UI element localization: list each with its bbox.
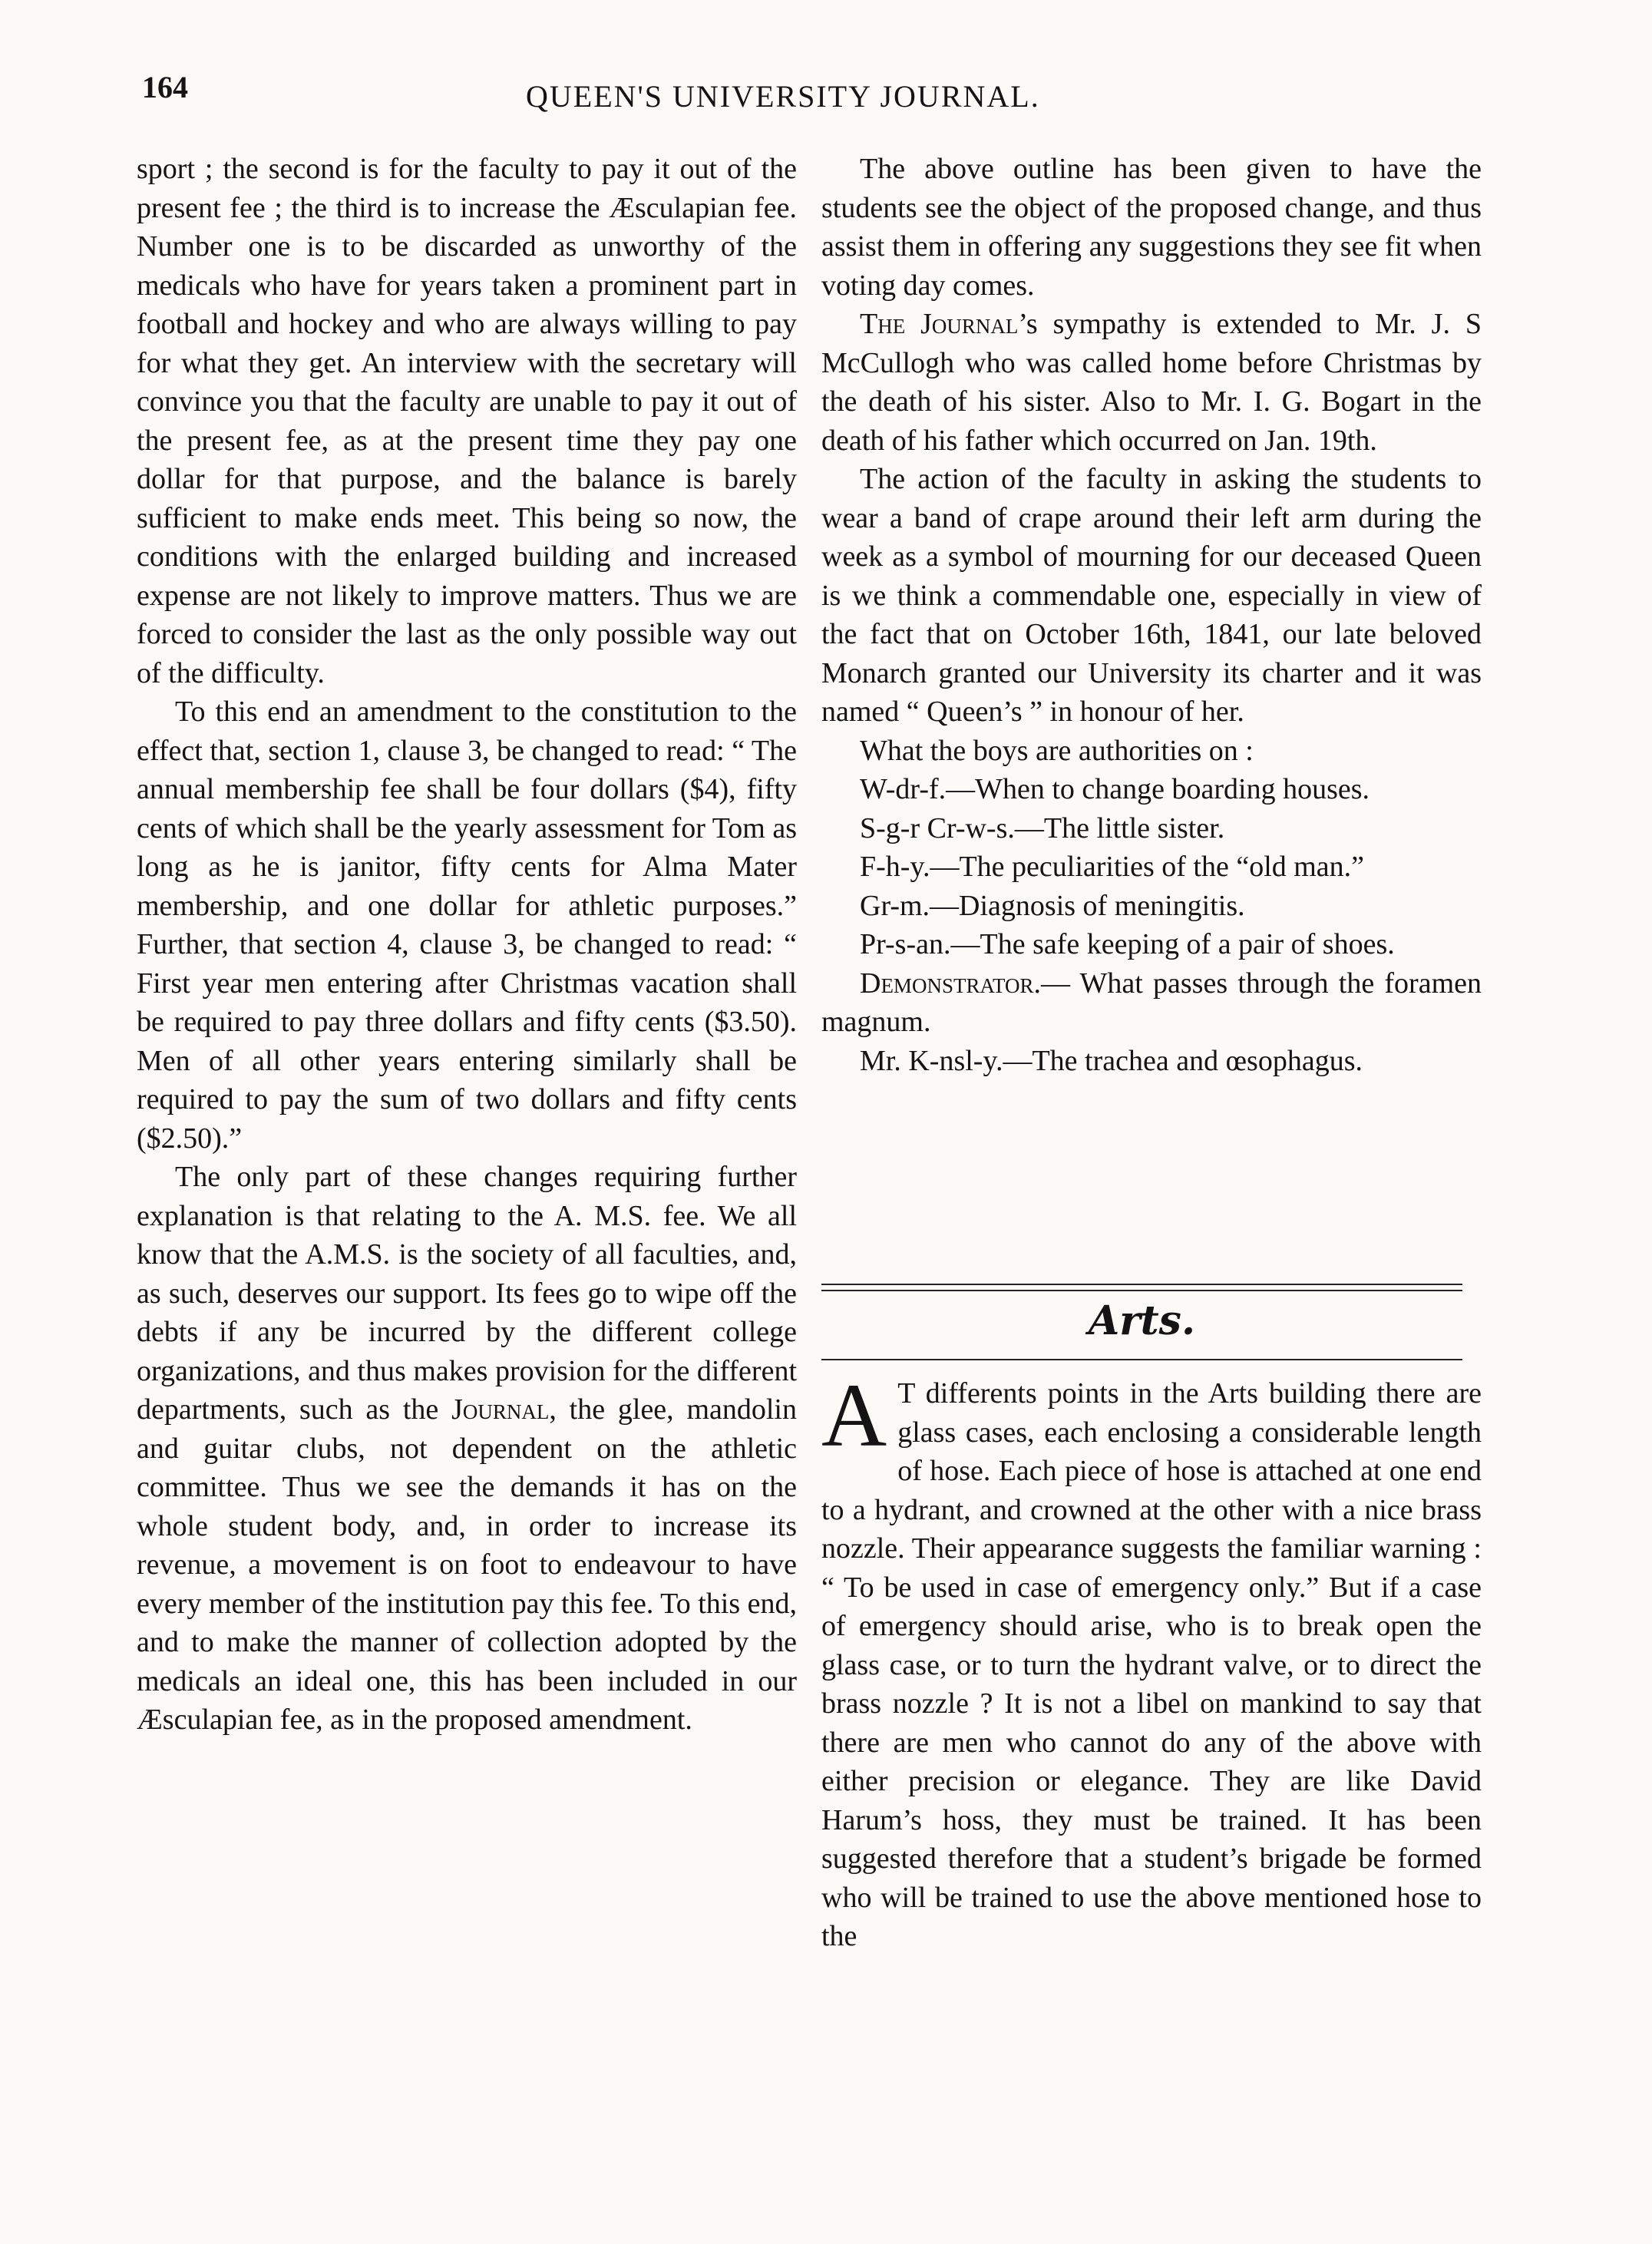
text-run: — What passes through the foramen magnum. bbox=[821, 967, 1482, 1038]
right-column bbox=[821, 150, 1482, 1080]
paragraph bbox=[821, 1365, 1482, 1956]
paragraph bbox=[137, 1158, 797, 1740]
list-item: S-g-r Cr-w-s.—The little sister. bbox=[860, 811, 1225, 844]
list-item bbox=[821, 964, 1482, 1042]
list-item: F-h-y.—The peculiarities of the “old man.” bbox=[860, 851, 1365, 883]
page-header bbox=[142, 69, 1485, 131]
left-column bbox=[137, 150, 797, 1740]
paragraph: sport ; the second is for the faculty to pay it out of the present fee ; the third is to increase the Æsculapian fee. Number one is to be discarded as unworthy of the medicals who have for years taken a prominent part in football and hockey and who are always willing to pay for what they get. An interview with the secretary will convince you that the faculty are unable to pay it out of the present fee, as at the present time they pay one dollar for that purpose, and the balance is barely sufficient to make ends meet. This being so now, the conditions with the enlarged building and increased expense are not likely to improve matters. Thus we are forced to consider the last as the only possible way out of the difficulty. bbox=[137, 153, 797, 689]
page-number: 164 bbox=[142, 70, 188, 104]
list-item: Pr-s-an.—The safe keeping of a pair of shoes. bbox=[860, 928, 1395, 960]
paragraph: The action of the faculty in asking the students to wear a band of crape around their left arm during the week as a symbol of mourning for our deceased Queen is we think a commendable one, especially in view of the fact that on October 16th, 1841, our late beloved Monarch granted our University its charter and it was named “ Queen’s ” in honour of her. bbox=[821, 463, 1482, 728]
section-title: Arts. bbox=[1088, 1297, 1196, 1344]
drop-cap: A bbox=[821, 1365, 887, 1466]
journal-name: Journal bbox=[451, 1393, 550, 1426]
paragraph bbox=[821, 305, 1482, 460]
text-run: T differents points in the Arts building there are glass cases, each enclosing a considerable length of hose. Each piece of hose is attached at one end to a hydrant, and crowned at the other with a nice brass nozzle. Their appearance suggests the familiar warning : “ To be used in case of emergency only.” But if a case of emergency should arise, who is to break open the glass case, or to turn the hydrant valve, or to direct the brass nozzle ? It is not a libel on mankind to say that there are men who cannot do any of the above with either precision or elegance. They are like David Harum’s hoss, they must be trained. It has been suggested therefore that a student’s brigade be formed who will be trained to use the above mentioned hose to the bbox=[821, 1377, 1482, 1952]
list-item: Mr. K-nsl-y.—The trachea and œsophagus. bbox=[860, 1044, 1363, 1077]
text-run: , the glee, mandolin and guitar clubs, not dependent on the athletic committee. Thus we see the demands it has on the whole student body, and, in order to increase its revenue, a movement is on foot to endeavour to have every member of the institution pay this fee. To this end, and to make the manner of collection adopted by the medicals an ideal one, this has been included in our Æsculapian fee, as in the proposed amendment. bbox=[137, 1393, 797, 1736]
running-title: QUEEN'S UNIVERSITY JOURNAL. bbox=[526, 79, 1040, 114]
demonstrator-label: Demonstrator. bbox=[860, 967, 1041, 1000]
title-rule bbox=[821, 1359, 1462, 1360]
arts-section bbox=[821, 1365, 1482, 1956]
list-item: W-dr-f.—When to change boarding houses. bbox=[860, 773, 1370, 805]
list-item: Gr-m.—Diagnosis of meningitis. bbox=[860, 889, 1245, 922]
text-run: The only part of these changes requiring further explanation is that relating to the A. M.S. fee. We all know that the A.M.S. is the society of all faculties, and, as such, deserves our support. Its fees go to wipe off the debts if any be incurred by the different college organizations, and thus makes provision for the different departments, such as the bbox=[137, 1161, 797, 1426]
paragraph: To this end an amendment to the constitution to the effect that, section 1, clause 3, be changed to read: “ The annual membership fee shall be four dollars ($4), fifty cents of which shall be the yearly assessment for Tom as long as he is janitor, fifty cents for Alma Mater membership, and one dollar for athletic purposes.” Further, that section 4, clause 3, be changed to read: “ First year men entering after Christmas vacation shall be required to pay three dollars and fifty cents ($3.50). Men of all other years entering similarly shall be required to pay the sum of two dollars and fifty cents ($2.50).” bbox=[137, 696, 797, 1155]
text-run: ’s sympathy is extended to Mr. J. S McCullogh who was called home before Christmas by the death of his sister. Also to Mr. I. G. Bogart in the death of his father which occurred on Jan. 19th. bbox=[821, 308, 1482, 457]
section-divider bbox=[821, 1284, 1462, 1291]
journal-name: The Journal bbox=[860, 308, 1019, 340]
list-intro: What the boys are authorities on : bbox=[860, 734, 1254, 767]
paragraph: The above outline has been given to have the students see the object of the proposed change, and thus assist them in offering any suggestions they see fit when voting day comes. bbox=[821, 153, 1482, 302]
